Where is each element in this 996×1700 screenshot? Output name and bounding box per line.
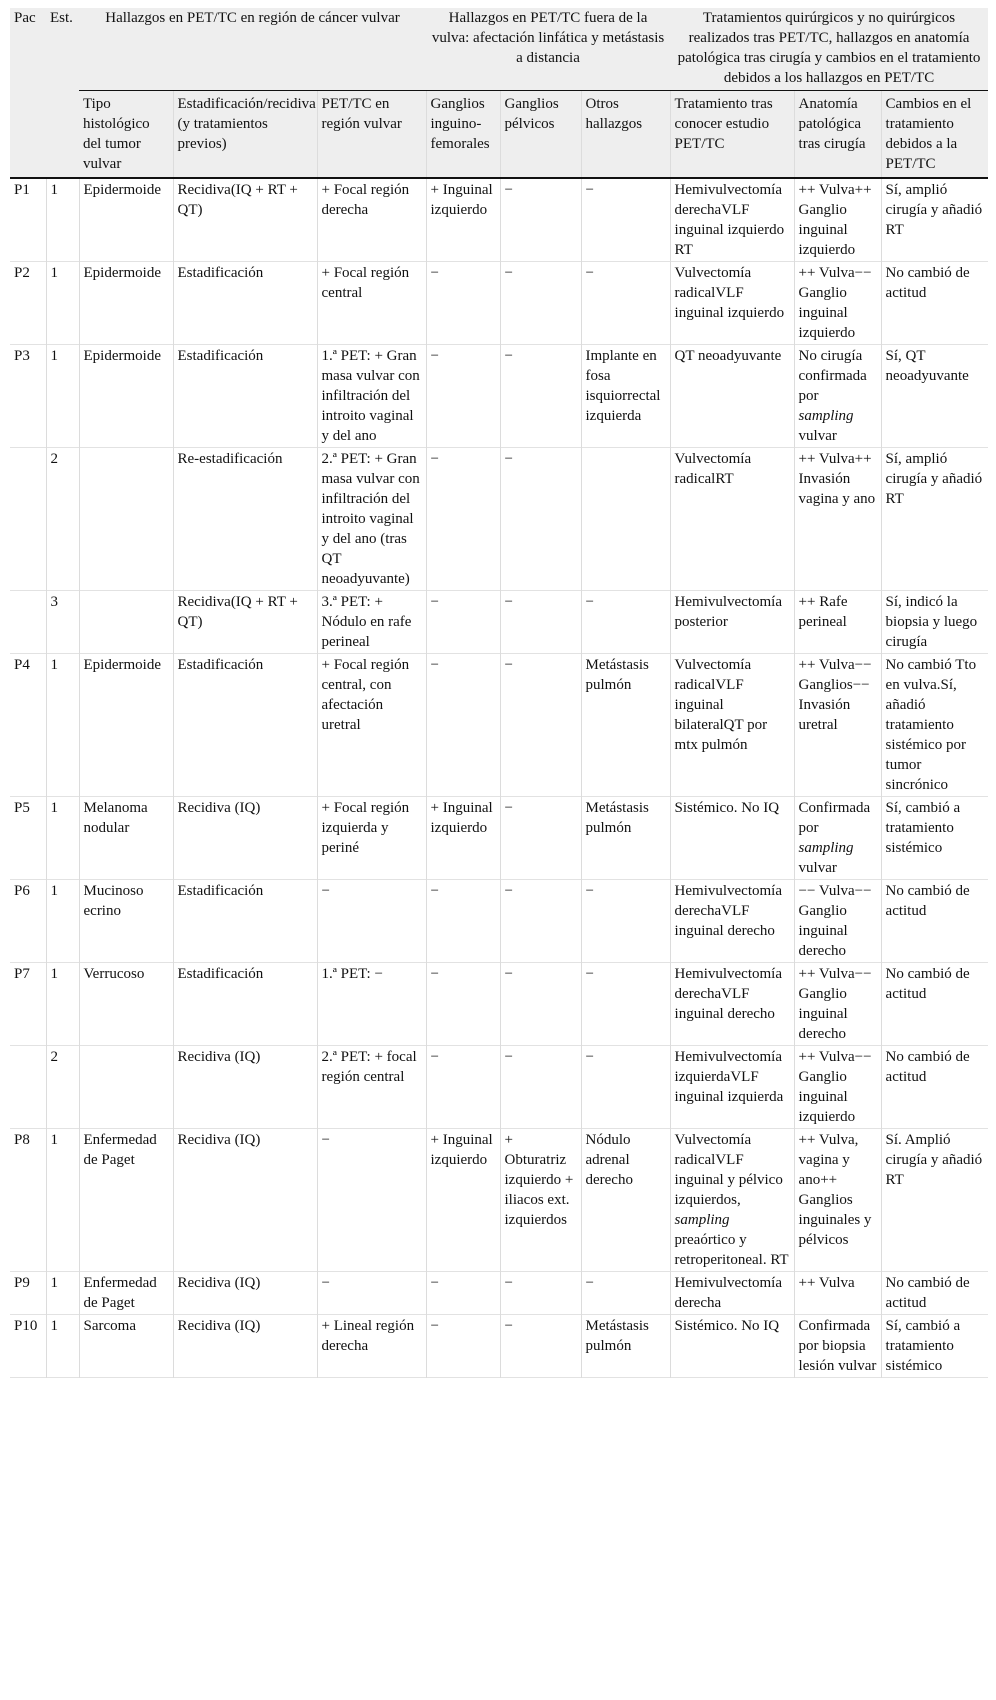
- cell-estadificacion: Recidiva (IQ): [173, 1315, 317, 1378]
- cell-anatomia-patologica: Confirmada por biopsia lesión vulvar: [794, 1315, 881, 1378]
- header-col-pet-vulvar: PET/TC en región vulvar: [317, 91, 426, 179]
- cell-tratamiento: Hemivulvectomía posterior: [670, 591, 794, 654]
- cell-ganglios-pelvicos: −: [500, 963, 581, 1046]
- cell-tipo: [79, 448, 173, 591]
- table-body: [10, 178, 988, 1378]
- cell-pet-vulvar: −: [317, 1129, 426, 1272]
- table-row: [10, 1129, 988, 1272]
- cell-tipo: Sarcoma: [79, 1315, 173, 1378]
- cell-ganglios-pelvicos: −: [500, 797, 581, 880]
- cell-tipo: [79, 591, 173, 654]
- cell-pet-vulvar: + Focal región central, con afectación uretral: [317, 654, 426, 797]
- cell-anatomia-patologica: ++ Vulva, vagina y ano++ Ganglios inguinales y pélvicos: [794, 1129, 881, 1272]
- cell-otros-hallazgos: −: [581, 1046, 670, 1129]
- header-col-otros-hallazgos: Otros hallazgos: [581, 91, 670, 179]
- table-row: [10, 1272, 988, 1315]
- cell-ganglios-inguinales: −: [426, 654, 500, 797]
- cell-ganglios-pelvicos: −: [500, 262, 581, 345]
- cell-ganglios-pelvicos: −: [500, 178, 581, 262]
- cell-otros-hallazgos: −: [581, 963, 670, 1046]
- cell-cambios: Sí, cambió a tratamiento sistémico: [881, 1315, 988, 1378]
- cell-tipo: Epidermoide: [79, 262, 173, 345]
- cell-estadificacion: Recidiva (IQ): [173, 1272, 317, 1315]
- cell-ganglios-pelvicos: −: [500, 448, 581, 591]
- cell-ganglios-inguinales: + Inguinal izquierdo: [426, 178, 500, 262]
- cell-estadificacion: Estadificación: [173, 345, 317, 448]
- cell-pac: P6: [14, 883, 30, 899]
- cell-pac: P7: [14, 966, 30, 982]
- cell-cambios: Sí. Amplió cirugía y añadió RT: [881, 1129, 988, 1272]
- cell-cambios: Sí, amplió cirugía y añadió RT: [881, 448, 988, 591]
- cell-otros-hallazgos: −: [581, 591, 670, 654]
- cell-ganglios-pelvicos: + Obturatriz izquierdo + iliacos ext. izquierdos: [500, 1129, 581, 1272]
- cell-ganglios-inguinales: −: [426, 345, 500, 448]
- cell-anatomia-patologica: ++ Vulva−− Ganglio inguinal derecho: [794, 963, 881, 1046]
- cell-pet-vulvar: −: [317, 880, 426, 963]
- cell-tipo: Epidermoide: [79, 654, 173, 797]
- table-row: [10, 654, 988, 797]
- cell-pet-vulvar: + Focal región central: [317, 262, 426, 345]
- cell-tratamiento: Hemivulvectomía derechaVLF inguinal izquierdo RT: [670, 178, 794, 262]
- cell-est: 1: [46, 262, 79, 345]
- cell-est: 1: [46, 178, 79, 262]
- cell-cambios: Sí, indicó la biopsia y luego cirugía: [881, 591, 988, 654]
- cell-otros-hallazgos: −: [581, 880, 670, 963]
- header-group-treatments: Tratamientos quirúrgicos y no quirúrgicos realizados tras PET/TC, hallazgos en anatomía patológica tras cirugía y cambios en el tratamiento debidos a los hallazgos en PET/TC: [670, 8, 988, 91]
- table-row: [10, 345, 988, 448]
- cell-pet-vulvar: 1.ª PET: −: [317, 963, 426, 1046]
- cell-tratamiento: Vulvectomía radicalVLF inguinal izquierdo: [670, 262, 794, 345]
- cell-tratamiento: Sistémico. No IQ: [670, 797, 794, 880]
- cell-pet-vulvar: 2.ª PET: + Gran masa vulvar con infiltración del introito vaginal y del ano (tras QT neoadyuvante): [317, 448, 426, 591]
- cell-tratamiento: Vulvectomía radicalVLF inguinal y pélvico izquierdos, sampling preaórtico y retroperitoneal. RT: [670, 1129, 794, 1272]
- cell-cambios: No cambió de actitud: [881, 1272, 988, 1315]
- header-est: Est.: [46, 8, 79, 91]
- cell-ganglios-inguinales: −: [426, 1315, 500, 1378]
- cell-pet-vulvar: + Focal región derecha: [317, 178, 426, 262]
- table-row: [10, 262, 988, 345]
- cell-cambios: No cambió de actitud: [881, 880, 988, 963]
- cell-ganglios-inguinales: −: [426, 591, 500, 654]
- cell-pac: [10, 448, 46, 591]
- cell-cambios: No cambió de actitud: [881, 963, 988, 1046]
- cell-ganglios-inguinales: −: [426, 963, 500, 1046]
- cell-tratamiento: Vulvectomía radicalRT: [670, 448, 794, 591]
- cell-pac: P1: [14, 182, 30, 198]
- cell-anatomia-patologica: ++ Vulva−− Ganglio inguinal izquierdo: [794, 1046, 881, 1129]
- cell-cambios: No cambió Tto en vulva.Sí, añadió tratamiento sistémico por tumor sincrónico: [881, 654, 988, 797]
- cell-estadificacion: Estadificación: [173, 262, 317, 345]
- cell-ganglios-pelvicos: −: [500, 880, 581, 963]
- cell-tipo: Mucinoso ecrino: [79, 880, 173, 963]
- table-row: [10, 880, 988, 963]
- cell-otros-hallazgos: Implante en fosa isquiorrectal izquierda: [581, 345, 670, 448]
- cell-pac: P8: [14, 1132, 30, 1148]
- cell-otros-hallazgos: −: [581, 1272, 670, 1315]
- cell-est: 1: [46, 1315, 79, 1378]
- cell-tipo: [79, 1046, 173, 1129]
- cell-otros-hallazgos: [581, 448, 670, 591]
- cell-est: 3: [46, 591, 79, 654]
- header-col-tratamiento: Tratamiento tras conocer estudio PET/TC: [670, 91, 794, 179]
- table-row: [10, 591, 988, 654]
- cell-tratamiento: Hemivulvectomía derechaVLF inguinal derecho: [670, 880, 794, 963]
- cell-estadificacion: Recidiva (IQ): [173, 1129, 317, 1272]
- cell-tratamiento: Hemivulvectomía izquierdaVLF inguinal izquierda: [670, 1046, 794, 1129]
- cell-tipo: Verrucoso: [79, 963, 173, 1046]
- cell-est: 1: [46, 880, 79, 963]
- cell-cambios: No cambió de actitud: [881, 1046, 988, 1129]
- cell-cambios: Sí, cambió a tratamiento sistémico: [881, 797, 988, 880]
- results-table: [10, 8, 988, 1378]
- cell-pac: [10, 1046, 46, 1129]
- cell-est: 1: [46, 797, 79, 880]
- table-row: [10, 963, 988, 1046]
- header-col-ganglios-inguinales: Ganglios inguino-femorales: [426, 91, 500, 179]
- cell-otros-hallazgos: Metástasis pulmón: [581, 1315, 670, 1378]
- cell-anatomia-patologica: ++ Vulva−− Ganglio inguinal izquierdo: [794, 262, 881, 345]
- header-col-ganglios-pelvicos: Ganglios pélvicos: [500, 91, 581, 179]
- cell-anatomia-patologica: No cirugía confirmada por sampling vulvar: [794, 345, 881, 448]
- cell-est: 2: [46, 1046, 79, 1129]
- cell-anatomia-patologica: ++ Vulva: [794, 1272, 881, 1315]
- cell-pac: P5: [14, 800, 30, 816]
- cell-pet-vulvar: + Focal región izquierda y periné: [317, 797, 426, 880]
- cell-est: 1: [46, 1272, 79, 1315]
- cell-est: 1: [46, 654, 79, 797]
- cell-est: 1: [46, 963, 79, 1046]
- cell-otros-hallazgos: Metástasis pulmón: [581, 797, 670, 880]
- cell-tratamiento: QT neoadyuvante: [670, 345, 794, 448]
- cell-pac: P10: [14, 1318, 38, 1334]
- cell-pet-vulvar: 2.ª PET: + focal región central: [317, 1046, 426, 1129]
- cell-anatomia-patologica: ++ Rafe perineal: [794, 591, 881, 654]
- cell-estadificacion: Estadificación: [173, 963, 317, 1046]
- cell-ganglios-inguinales: −: [426, 1272, 500, 1315]
- cell-otros-hallazgos: Metástasis pulmón: [581, 654, 670, 797]
- cell-tipo: Enfermedad de Paget: [79, 1129, 173, 1272]
- cell-pet-vulvar: + Lineal región derecha: [317, 1315, 426, 1378]
- header-group-outside-findings: Hallazgos en PET/TC fuera de la vulva: afectación linfática y metástasis a distancia: [426, 8, 670, 91]
- cell-ganglios-inguinales: + Inguinal izquierdo: [426, 1129, 500, 1272]
- cell-anatomia-patologica: Confirmada por sampling vulvar: [794, 797, 881, 880]
- table-row: [10, 797, 988, 880]
- cell-ganglios-pelvicos: −: [500, 1046, 581, 1129]
- cell-estadificacion: Recidiva (IQ): [173, 1046, 317, 1129]
- cell-pac: P3: [14, 348, 30, 364]
- cell-tratamiento: Vulvectomía radicalVLF inguinal bilateralQT por mtx pulmón: [670, 654, 794, 797]
- cell-pac: P2: [14, 265, 30, 281]
- table-row: [10, 1315, 988, 1378]
- cell-tratamiento: Hemivulvectomía derecha: [670, 1272, 794, 1315]
- cell-ganglios-pelvicos: −: [500, 1272, 581, 1315]
- cell-est: 2: [46, 448, 79, 591]
- cell-estadificacion: Estadificación: [173, 654, 317, 797]
- cell-anatomia-patologica: ++ Vulva++ Invasión vagina y ano: [794, 448, 881, 591]
- cell-ganglios-inguinales: −: [426, 1046, 500, 1129]
- cell-anatomia-patologica: ++ Vulva−− Ganglios−− Invasión uretral: [794, 654, 881, 797]
- cell-ganglios-pelvicos: −: [500, 654, 581, 797]
- cell-estadificacion: Recidiva (IQ): [173, 797, 317, 880]
- cell-ganglios-inguinales: −: [426, 880, 500, 963]
- cell-estadificacion: Estadificación: [173, 880, 317, 963]
- header-group-vulvar-findings: Hallazgos en PET/TC en región de cáncer vulvar: [79, 8, 426, 91]
- cell-estadificacion: Recidiva(IQ + RT + QT): [173, 178, 317, 262]
- cell-ganglios-inguinales: −: [426, 448, 500, 591]
- header-col-anatomia-patologica: Anatomía patológica tras cirugía: [794, 91, 881, 179]
- cell-anatomia-patologica: −− Vulva−− Ganglio inguinal derecho: [794, 880, 881, 963]
- cell-est: 1: [46, 1129, 79, 1272]
- header-pac: Pac: [10, 8, 46, 91]
- cell-ganglios-pelvicos: −: [500, 345, 581, 448]
- cell-otros-hallazgos: −: [581, 178, 670, 262]
- cell-cambios: No cambió de actitud: [881, 262, 988, 345]
- cell-tratamiento: Hemivulvectomía derechaVLF inguinal derecho: [670, 963, 794, 1046]
- cell-tipo: Epidermoide: [79, 178, 173, 262]
- cell-cambios: Sí, QT neoadyuvante: [881, 345, 988, 448]
- cell-estadificacion: Recidiva(IQ + RT + QT): [173, 591, 317, 654]
- cell-ganglios-inguinales: −: [426, 262, 500, 345]
- header-col-estadificacion: Estadificación/recidiva (y tratamientos previos): [173, 91, 317, 179]
- cell-tipo: Epidermoide: [79, 345, 173, 448]
- cell-anatomia-patologica: ++ Vulva++ Ganglio inguinal izquierdo: [794, 178, 881, 262]
- cell-otros-hallazgos: −: [581, 262, 670, 345]
- cell-pac: P4: [14, 657, 30, 673]
- cell-otros-hallazgos: Nódulo adrenal derecho: [581, 1129, 670, 1272]
- cell-estadificacion: Re-estadificación: [173, 448, 317, 591]
- cell-ganglios-pelvicos: −: [500, 1315, 581, 1378]
- cell-pet-vulvar: 1.ª PET: + Gran masa vulvar con infiltración del introito vaginal y del ano: [317, 345, 426, 448]
- cell-pac: [10, 591, 46, 654]
- table-row: [10, 448, 988, 591]
- cell-pet-vulvar: −: [317, 1272, 426, 1315]
- table-row: [10, 178, 988, 262]
- cell-tipo: Enfermedad de Paget: [79, 1272, 173, 1315]
- table-row: [10, 1046, 988, 1129]
- cell-ganglios-inguinales: + Inguinal izquierdo: [426, 797, 500, 880]
- cell-est: 1: [46, 345, 79, 448]
- header-col-tipo: Tipo histológico del tumor vulvar: [79, 91, 173, 179]
- cell-tipo: Melanoma nodular: [79, 797, 173, 880]
- header-col-cambios: Cambios en el tratamiento debidos a la PET/TC: [881, 91, 988, 179]
- cell-cambios: Sí, amplió cirugía y añadió RT: [881, 178, 988, 262]
- cell-pet-vulvar: 3.ª PET: + Nódulo en rafe perineal: [317, 591, 426, 654]
- cell-tratamiento: Sistémico. No IQ: [670, 1315, 794, 1378]
- table-header: [10, 8, 988, 178]
- cell-ganglios-pelvicos: −: [500, 591, 581, 654]
- cell-pac: P9: [14, 1275, 30, 1291]
